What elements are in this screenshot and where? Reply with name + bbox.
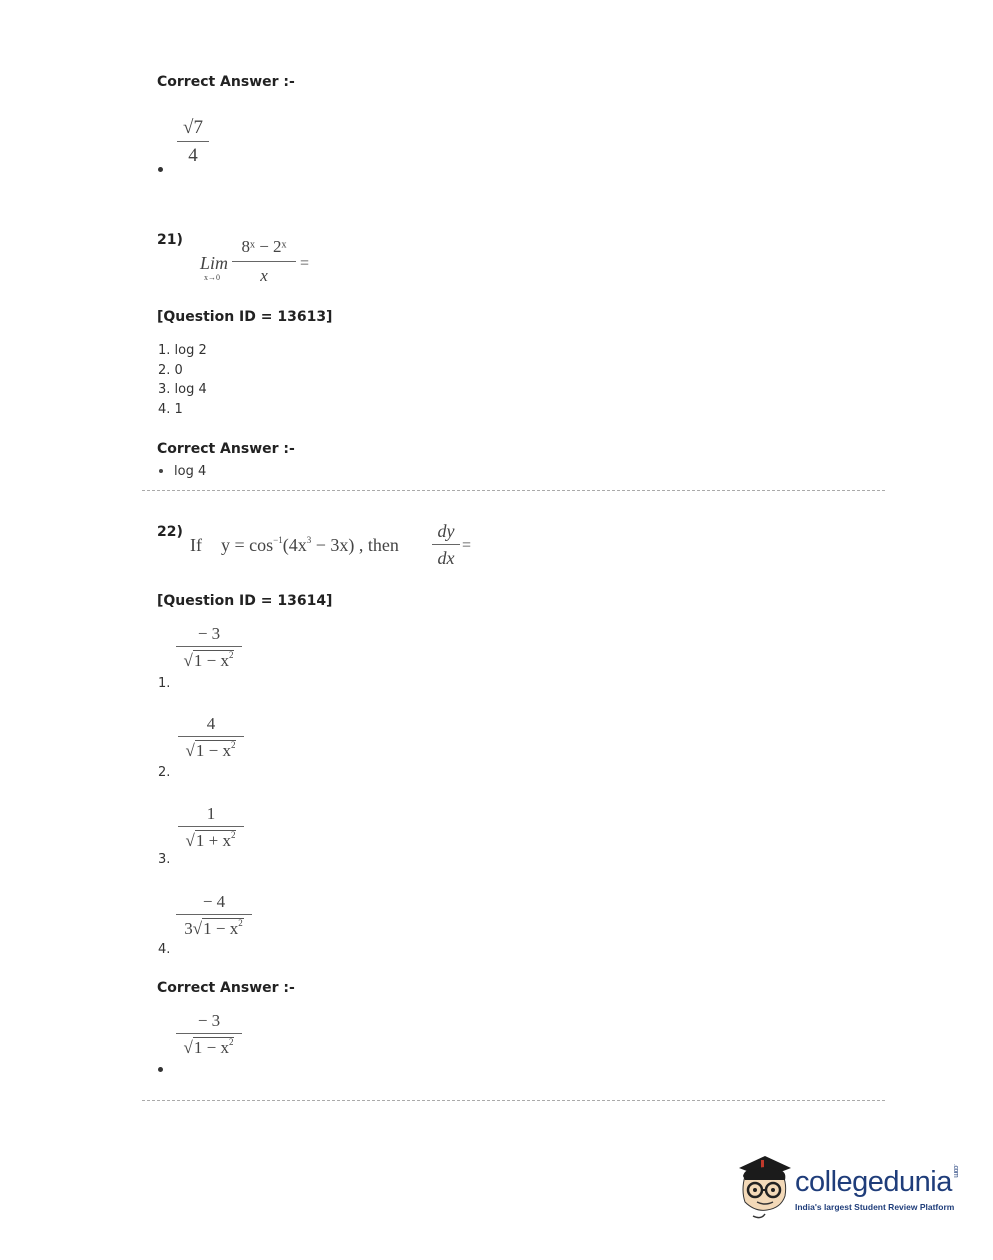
question-number: 21)	[157, 232, 183, 248]
stem-then: , then	[358, 535, 399, 555]
fraction-numerator: 8ˣ − 2ˣ	[241, 237, 287, 256]
correct-answer-fraction	[176, 1012, 242, 1056]
options-list	[158, 341, 207, 419]
fraction-numerator: dy	[437, 521, 455, 541]
option-2-fraction	[178, 715, 244, 759]
collegedunia-logo	[735, 1150, 965, 1225]
option-4-label: 4.	[158, 942, 171, 957]
fraction-denominator: dx	[437, 548, 455, 568]
mascot-icon	[735, 1150, 793, 1222]
option-3: 3. log 4	[158, 382, 207, 397]
option-2: 2. 0	[158, 362, 183, 378]
fraction-denominator: $√1 - x^2$	[183, 650, 234, 670]
logo-wordmark	[795, 1164, 959, 1199]
question-number: 22)	[157, 524, 183, 540]
fraction-denominator: $√1 - x^2$	[183, 1037, 234, 1057]
fraction-denominator: $√1 + x^2$	[185, 830, 236, 850]
section-divider	[142, 490, 885, 491]
fraction-denominator: $√1 - x^2$	[185, 740, 236, 760]
fraction-numerator: − 3	[197, 1011, 221, 1030]
question-id: [Question ID = 13613]	[157, 309, 333, 325]
option-4-fraction	[176, 893, 252, 937]
fraction-numerator: √7	[183, 117, 203, 138]
fraction-denominator: 4	[188, 145, 198, 166]
stem-expression: y = cos	[221, 535, 274, 555]
correct-answer-value: log 4	[174, 464, 207, 479]
option-1: 1. log 2	[158, 343, 207, 358]
logo-suffix: .com	[951, 1164, 959, 1178]
bullet-icon	[158, 167, 163, 172]
correct-answer-label: Correct Answer :-	[157, 74, 295, 90]
stem-if: If	[190, 535, 202, 555]
stem-arg-superscript: 3	[306, 535, 312, 545]
logo-name: collegedunia	[795, 1166, 952, 1199]
option-4: 4. 1	[158, 401, 183, 417]
answer-fraction	[177, 118, 209, 165]
option-2-label: 2.	[158, 765, 171, 780]
option-1-fraction	[176, 625, 242, 669]
fraction-denominator: $3√1 - x^2$	[184, 918, 243, 938]
bullet-icon	[158, 1067, 163, 1072]
fraction-numerator: 1	[206, 804, 216, 823]
fraction-denominator: x	[260, 266, 268, 285]
option-3-fraction	[178, 805, 244, 849]
stem-argument-rest: − 3x)	[311, 535, 355, 555]
limit-fraction	[232, 238, 296, 284]
correct-answer-label: Correct Answer :-	[157, 980, 295, 996]
logo-tagline: India's largest Student Review Platform	[795, 1202, 955, 1212]
limit-text: Lim	[200, 253, 229, 273]
stem-argument: (4x	[282, 535, 307, 555]
fraction-numerator: − 4	[202, 892, 226, 911]
question-stem	[190, 535, 399, 556]
equals-sign: =	[300, 255, 310, 272]
fraction-numerator: − 3	[197, 624, 221, 643]
correct-answer-label: Correct Answer :-	[157, 441, 295, 457]
option-1-label: 1.	[158, 676, 171, 691]
section-divider	[142, 1100, 885, 1101]
stem-superscript: −1	[273, 535, 283, 545]
fraction-numerator: 4	[206, 714, 216, 733]
limit-subscript: x→0	[204, 273, 220, 282]
derivative-fraction	[432, 522, 460, 567]
option-3-label: 3.	[158, 852, 171, 867]
bullet-icon	[159, 469, 163, 473]
equals-sign: =	[462, 537, 472, 554]
question-id: [Question ID = 13614]	[157, 593, 333, 609]
